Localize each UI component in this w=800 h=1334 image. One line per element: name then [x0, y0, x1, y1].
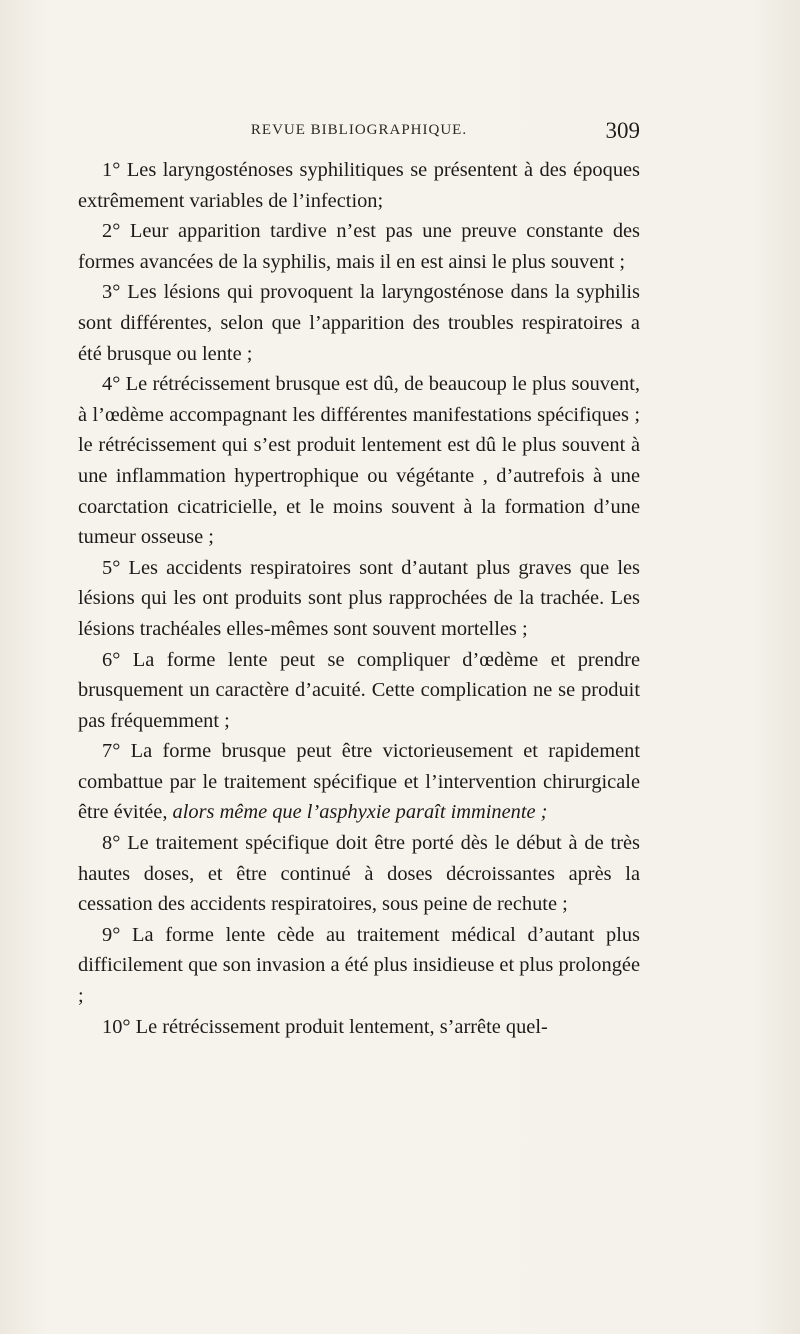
paragraph-7-italic: alors même que l’asphyxie paraît imminente ;: [172, 801, 548, 824]
page-header: [78, 118, 640, 148]
paragraph-1-text: 1° Les laryngosténoses syphilitiques se présentent à des époques extrêmement variables de l’infection;: [78, 159, 640, 212]
paragraph-9-text: 9° La forme lente cède au traitement médical d’autant plus difficilement que son invasion a été plus insidieuse et plus prolongée ;: [78, 923, 640, 1008]
paragraph-5: [78, 553, 640, 645]
paragraph-2: [78, 216, 640, 277]
paragraph-2-text: 2° Leur apparition tardive n’est pas une preuve constante des formes avancées de la syphilis, mais il en est ainsi le plus souvent ;: [78, 220, 640, 273]
body-text: [78, 155, 640, 1042]
paragraph-3: [78, 277, 640, 369]
paragraph-6-text: 6° La forme lente peut se compliquer d’œdème et prendre brusquement un caractère d’acuité. Cette complication ne se produit pas fréquemment ;: [78, 648, 640, 732]
page-number: 309: [605, 118, 640, 143]
paragraph-6: [78, 645, 640, 737]
paragraph-10-text: 10° Le rétrécissement produit lentement, s’arrête quel-: [102, 1015, 548, 1038]
paragraph-7-text: 7° La forme brusque peut être victorieusement et rapidement combattue par le traitement spécifique et l’intervention chirurgicale être évitée,: [78, 740, 640, 824]
paragraph-8: [78, 828, 640, 920]
paragraph-3-text: 3° Les lésions qui provoquent la laryngosténose dans la syphilis sont différentes, selon que l’apparition des troubles respiratoires a été brusque ou lente ;: [78, 281, 640, 365]
paragraph-1: [78, 155, 640, 216]
paragraph-7: [78, 736, 640, 828]
paragraph-4-text: 4° Le rétrécissement brusque est dû, de beaucoup le plus souvent, à l’œdème accompagnant les différentes manifestations spécifiques ; le rétrécissement qui s’est produit lentement est dû le plus souvent à une inflammation hypertrophique ou végétante , d’autrefois à une coarctation cicatricielle, et le moins souvent à la formation d’une tumeur osseuse ;: [78, 373, 640, 549]
paragraph-5-text: 5° Les accidents respiratoires sont d’autant plus graves que les lésions qui les ont produits sont plus rapprochées de la trachée. Les lésions trachéales elles-mêmes sont souvent mortelles ;: [78, 556, 640, 640]
paragraph-9: [78, 920, 640, 1012]
paragraph-10: [78, 1012, 640, 1043]
paragraph-8-text: 8° Le traitement spécifique doit être porté dès le début à de très hautes doses, et être continué à doses décroissantes après la cessation des accidents respiratoires, sous peine de rechute ;: [78, 832, 640, 916]
running-head: REVUE BIBLIOGRAPHIQUE.: [250, 122, 468, 138]
paragraph-4: [78, 369, 640, 553]
